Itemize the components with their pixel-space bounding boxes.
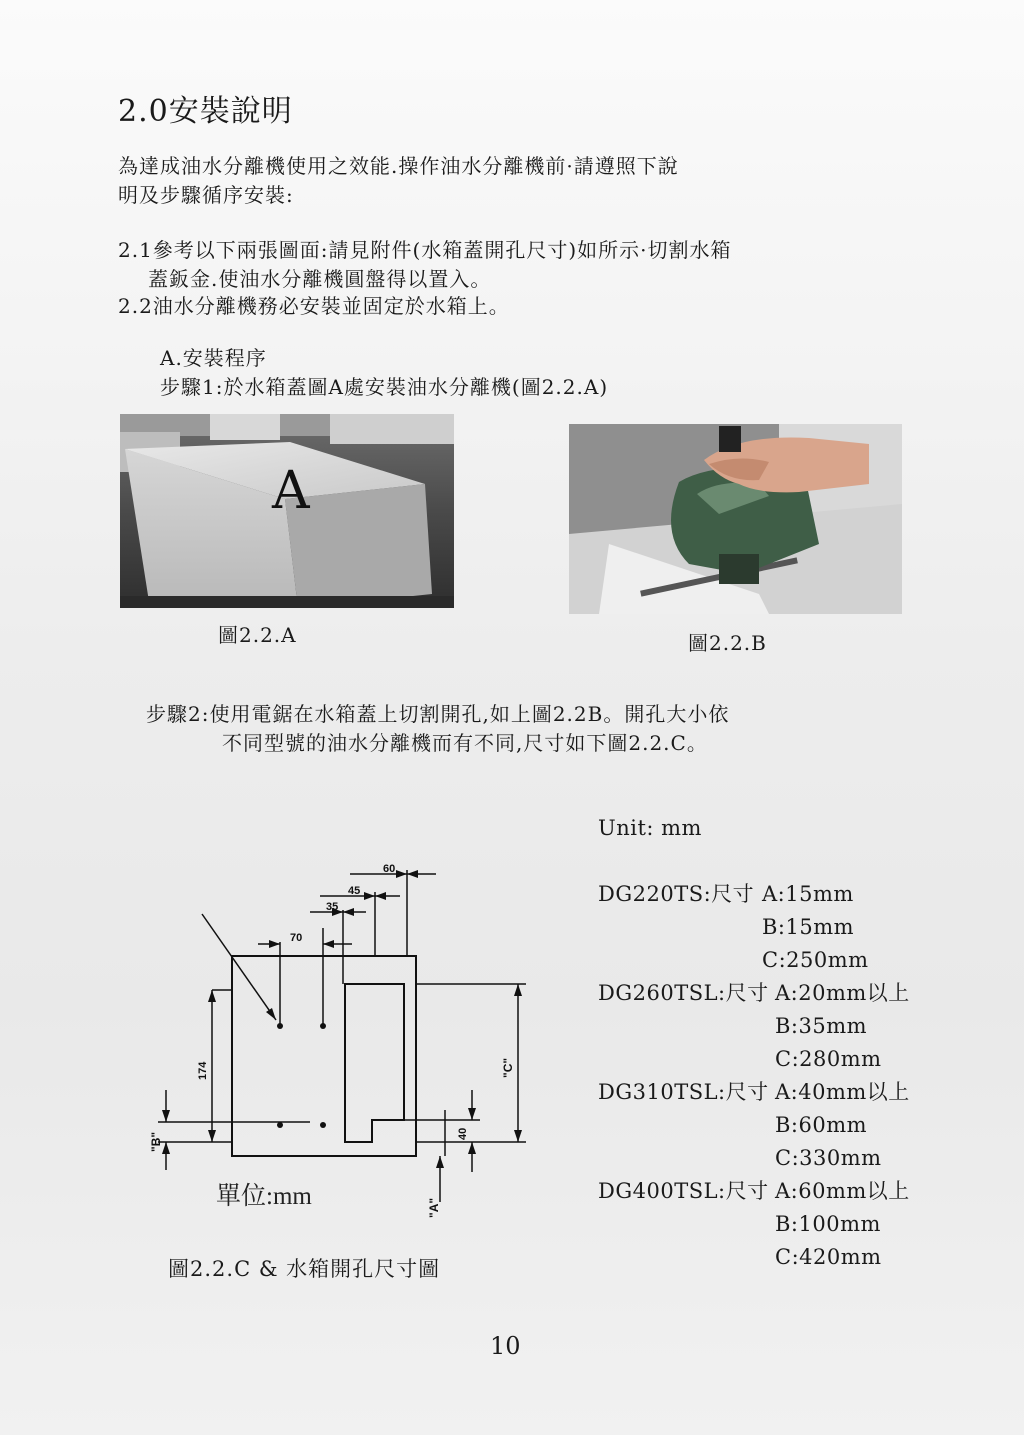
dim-45: 45	[348, 885, 361, 897]
step-2-1-line-1: 2.1參考以下兩張圖面:請見附件(水箱蓋開孔尺寸)如所示·切割水箱	[118, 238, 732, 262]
spec-model-b: B:100mm	[775, 1212, 881, 1236]
label-a: A	[272, 461, 310, 521]
spec-unit: Unit: mm	[598, 816, 702, 840]
spec-model-c: C:420mm	[775, 1245, 882, 1269]
figure-c-caption: 圖2.2.C & 水箱開孔尺寸圖	[168, 1257, 441, 1281]
photo-tank-lid	[120, 414, 454, 608]
spec-model-name: DG310TSL:尺寸	[598, 1080, 769, 1104]
dim-174: 174	[197, 1061, 209, 1080]
spec-model-c: C:280mm	[775, 1047, 882, 1071]
procedure-step-1: 步驟1:於水箱蓋圖A處安裝油水分離機(圖2.2.A)	[160, 375, 609, 399]
spec-model-b: B:15mm	[762, 915, 855, 939]
step-2-2: 2.2油水分離機務必安裝並固定於水箱上。	[118, 294, 510, 318]
figure-a-caption: 圖2.2.A	[218, 623, 297, 647]
dim-b: "B"	[149, 1131, 163, 1152]
dim-40: 40	[457, 1127, 469, 1140]
dim-70: 70	[290, 932, 303, 944]
spec-model-b: B:60mm	[775, 1113, 868, 1137]
intro-line-1: 為達成油水分離機使用之效能.操作油水分離機前·請遵照下說	[118, 154, 679, 178]
spec-model-a: A:20mm以上	[775, 981, 910, 1005]
jigsaw-illustration	[569, 424, 902, 614]
photo-jigsaw-cutting	[569, 424, 902, 614]
drawing-svg	[140, 850, 560, 1230]
spec-model-name: DG400TSL:尺寸	[598, 1179, 769, 1203]
cutout-dimension-drawing	[140, 850, 560, 1230]
spec-model-b: B:35mm	[775, 1014, 868, 1038]
procedure-step-2-line-2: 不同型號的油水分離機而有不同,尺寸如下圖2.2.C。	[222, 731, 708, 755]
spec-model-a: A:40mm以上	[775, 1080, 910, 1104]
spec-model-name: DG260TSL:尺寸	[598, 981, 769, 1005]
spec-model-name: DG220TS:尺寸	[598, 882, 755, 906]
figure-b-caption: 圖2.2.B	[688, 631, 767, 655]
procedure-heading: A.安裝程序	[160, 346, 267, 370]
spec-model-c: C:330mm	[775, 1146, 882, 1170]
tank-lid-illustration	[120, 414, 454, 608]
dim-a: "A"	[427, 1197, 441, 1218]
step-2-1-line-2: 蓋鈑金.使油水分離機圓盤得以置入。	[148, 267, 492, 291]
page-number: 10	[490, 1332, 521, 1360]
page-title: 2.0安裝說明	[118, 94, 293, 129]
dim-60: 60	[383, 863, 396, 875]
dim-35: 35	[326, 901, 339, 913]
intro-line-2: 明及步驟循序安裝:	[118, 183, 294, 207]
spec-model-c: C:250mm	[762, 948, 869, 972]
spec-model-a: A:60mm以上	[775, 1179, 910, 1203]
procedure-step-2-line-1: 步驟2:使用電鋸在水箱蓋上切割開孔,如上圖2.2B。開孔大小依	[146, 702, 730, 726]
dim-c: "C"	[501, 1057, 515, 1078]
spec-model-a: A:15mm	[762, 882, 854, 906]
unit-label: 單位:mm	[216, 1183, 312, 1210]
